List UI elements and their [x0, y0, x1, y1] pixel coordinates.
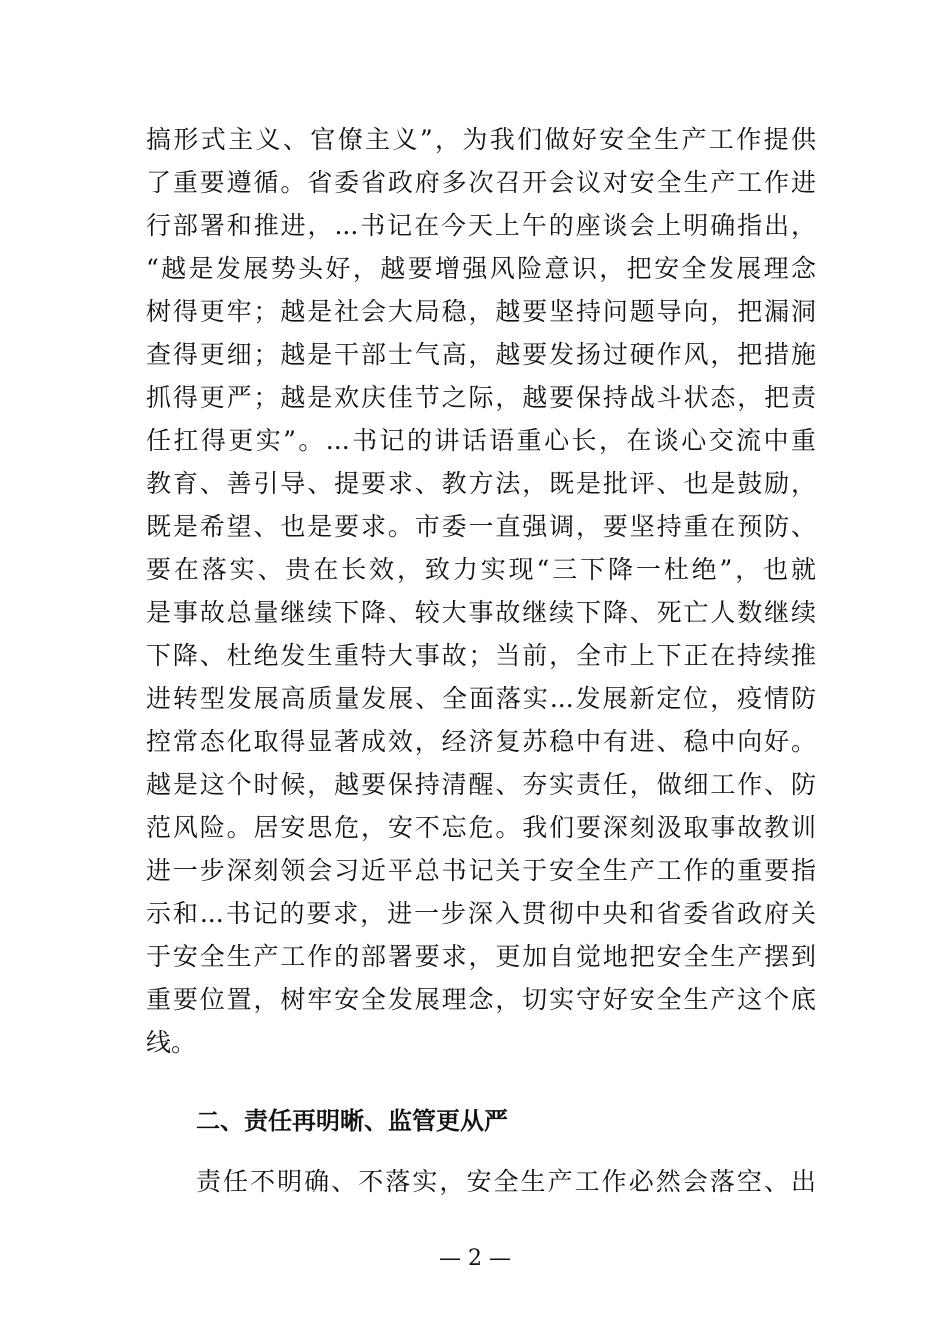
body-text-line: 任扛得更实”。...书记的讲话语重心长，在谈心交流中重: [146, 426, 816, 455]
body-text-line: 了重要遵循。省委省政府多次召开会议对安全生产工作进: [146, 168, 816, 197]
body-text-line: 进转型发展高质量发展、全面落实...发展新定位，疫情防: [146, 684, 816, 713]
body-text-line: 重要位置，树牢安全发展理念，切实守好安全生产这个底: [146, 985, 816, 1014]
body-text-line: 查得更细；越是干部士气高，越要发扬过硬作风，把措施: [146, 340, 816, 369]
section-heading: 二、责任再明晰、监管更从严: [196, 1107, 508, 1135]
body-text-line: 示和...书记的要求，进一步深入贯彻中央和省委省政府关: [146, 899, 816, 928]
body-text-line: 于安全生产工作的部署要求，更加自觉地把安全生产摆到: [146, 942, 816, 971]
body-text-line: 行部署和推进，...书记在今天上午的座谈会上明确指出，: [146, 211, 816, 240]
body-text-line: 范风险。居安思危，安不忘危。我们要深刻汲取事故教训: [146, 813, 816, 842]
body-text-line: 搞形式主义、官僚主义”，为我们做好安全生产工作提供: [146, 125, 816, 154]
body-text-line: 要在落实、贵在长效，致力实现“三下降一杜绝”，也就: [146, 555, 816, 584]
body-text-line: 教育、善引导、提要求、教方法，既是批评、也是鼓励，: [146, 469, 816, 498]
body-text-line: 越是这个时候，越要保持清醒、夯实责任，做细工作、防: [146, 770, 816, 799]
body-text-line: 既是希望、也是要求。市委一直强调，要坚持重在预防、: [146, 512, 816, 541]
body-text-line: 是事故总量继续下降、较大事故继续下降、死亡人数继续: [146, 598, 816, 627]
paragraph-2-first-line: 责任不明确、不落实，安全生产工作必然会落空、出: [196, 1167, 816, 1196]
body-text-line-last: 线。: [146, 1028, 197, 1057]
body-text-line: 进一步深刻领会习近平总书记关于安全生产工作的重要指: [146, 856, 816, 885]
body-text-line: 抓得更严；越是欢庆佳节之际，越要保持战斗状态，把责: [146, 383, 816, 412]
body-text-line: 下降、杜绝发生重特大事故；当前，全市上下正在持续推: [146, 641, 816, 670]
page-number: — 2 —: [439, 1246, 511, 1271]
body-text-line: 控常态化取得显著成效，经济复苏稳中有进、稳中向好。: [146, 727, 816, 756]
body-text-line: “越是发展势头好，越要增强风险意识，把安全发展理念: [146, 254, 816, 283]
body-text-line: 树得更牢；越是社会大局稳，越要坚持问题导向，把漏洞: [146, 297, 816, 326]
